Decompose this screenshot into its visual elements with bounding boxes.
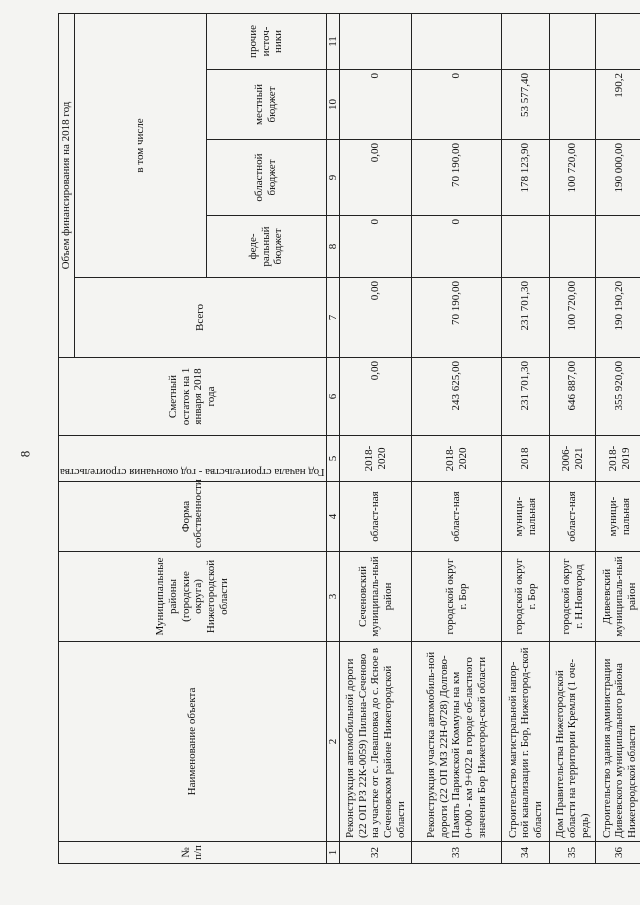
row-no: 35 bbox=[550, 842, 596, 864]
years: 2006-2021 bbox=[550, 436, 596, 482]
rotated-table-container bbox=[58, 14, 638, 864]
header-name: Наименование объекта bbox=[59, 642, 327, 842]
financing-table bbox=[58, 13, 640, 864]
regional: 100 720,00 bbox=[550, 140, 596, 216]
col-number: 7 bbox=[326, 278, 340, 358]
remainder: 231 701,30 bbox=[502, 358, 550, 436]
ownership: муници-пальная bbox=[596, 482, 640, 552]
header-no: № п/п bbox=[59, 842, 327, 864]
district: Сеченовский муниципаль-ный район bbox=[340, 552, 412, 642]
years: 2018-2019 bbox=[596, 436, 640, 482]
object-name: Реконструкция участка автомобиль-ной дороги (22 ОП МЗ 22Н-0728) Долгово-Память Парижской Коммуны на км 0+000 - км 9+022 в городе об-ластного значения Бор Нижегород-ской области bbox=[412, 642, 502, 842]
header-federal: феде-ральный бюджет bbox=[206, 216, 326, 278]
object-name: Строительство здания администрации Дивеевского муниципального района Нижегородской области bbox=[596, 642, 640, 842]
ownership: област-ная bbox=[412, 482, 502, 552]
table-row bbox=[550, 13, 596, 863]
total: 100 720,00 bbox=[550, 278, 596, 358]
federal: 0 bbox=[340, 216, 412, 278]
other bbox=[412, 13, 502, 69]
col-number: 9 bbox=[326, 140, 340, 216]
header-local: местный бюджет bbox=[206, 70, 326, 140]
page-number: 8 bbox=[17, 450, 33, 458]
row-no: 36 bbox=[596, 842, 640, 864]
header-district: Муниципальные районы (городские округа) Нижегородской области bbox=[59, 552, 327, 642]
other bbox=[596, 13, 640, 69]
header-funding: Объем финансирования на 2018 год bbox=[59, 13, 75, 357]
total: 70 190,00 bbox=[412, 278, 502, 358]
row-no: 33 bbox=[412, 842, 502, 864]
table-row bbox=[502, 13, 550, 863]
regional: 70 190,00 bbox=[412, 140, 502, 216]
local: 0 bbox=[340, 70, 412, 140]
object-name: Строительство магистральной напор-ной канализации г. Бор, Нижегород-ской области bbox=[502, 642, 550, 842]
col-number: 4 bbox=[326, 482, 340, 552]
other bbox=[550, 13, 596, 69]
total: 231 701,30 bbox=[502, 278, 550, 358]
object-name: Дом Правительства Нижегородской области на территории Кремля (1 оче-редь) bbox=[550, 642, 596, 842]
header-total: Всего bbox=[75, 278, 327, 358]
header-remainder: Сметный остаток на 1 января 2018 года bbox=[59, 358, 327, 436]
local: 0 bbox=[412, 70, 502, 140]
local: 190,2 bbox=[596, 70, 640, 140]
row-no: 34 bbox=[502, 842, 550, 864]
col-number: 8 bbox=[326, 216, 340, 278]
header-other: прочие источ-ники bbox=[206, 13, 326, 69]
district: городской округ г. Н.Новгород bbox=[550, 552, 596, 642]
table-row bbox=[412, 13, 502, 863]
federal bbox=[502, 216, 550, 278]
table-row bbox=[596, 13, 640, 863]
years: 2018-2020 bbox=[412, 436, 502, 482]
column-number-row bbox=[326, 13, 340, 863]
other bbox=[340, 13, 412, 69]
total: 190 190,20 bbox=[596, 278, 640, 358]
col-number: 2 bbox=[326, 642, 340, 842]
remainder: 355 920,00 bbox=[596, 358, 640, 436]
col-number: 5 bbox=[326, 436, 340, 482]
district: городской округ г. Бор bbox=[412, 552, 502, 642]
col-number: 1 bbox=[326, 842, 340, 864]
header-incl: в том числе bbox=[75, 13, 207, 277]
col-number: 6 bbox=[326, 358, 340, 436]
regional: 190 000,00 bbox=[596, 140, 640, 216]
header-ownership: Форма собственности bbox=[59, 482, 327, 552]
district: городской округ г. Бор bbox=[502, 552, 550, 642]
remainder: 243 625,00 bbox=[412, 358, 502, 436]
local: 53 577,40 bbox=[502, 70, 550, 140]
col-number: 10 bbox=[326, 70, 340, 140]
ownership: област-ная bbox=[550, 482, 596, 552]
remainder: 0,00 bbox=[340, 358, 412, 436]
object-name: Реконструкция автомобильной дороги (22 ОП РЗ 22К-0059) Пильна-Сеченово на участке от с. Левашовка до с. Ясное в Сеченовском районе Нижегородской области bbox=[340, 642, 412, 842]
regional: 0,00 bbox=[340, 140, 412, 216]
other bbox=[502, 13, 550, 69]
years: 2018-2020 bbox=[340, 436, 412, 482]
col-number: 3 bbox=[326, 552, 340, 642]
district: Дивеевский муниципаль-ный район bbox=[596, 552, 640, 642]
federal: 0 bbox=[412, 216, 502, 278]
table-row bbox=[340, 13, 412, 863]
years: 2018 bbox=[502, 436, 550, 482]
regional: 178 123,90 bbox=[502, 140, 550, 216]
ownership: муници-пальная bbox=[502, 482, 550, 552]
federal bbox=[550, 216, 596, 278]
local bbox=[550, 70, 596, 140]
col-number: 11 bbox=[326, 13, 340, 69]
remainder: 646 887,00 bbox=[550, 358, 596, 436]
federal bbox=[596, 216, 640, 278]
header-regional: областной бюджет bbox=[206, 140, 326, 216]
row-no: 32 bbox=[340, 842, 412, 864]
header-years: Год начала строительства - год окончания строительства bbox=[59, 436, 327, 482]
ownership: област-ная bbox=[340, 482, 412, 552]
total: 0,00 bbox=[340, 278, 412, 358]
